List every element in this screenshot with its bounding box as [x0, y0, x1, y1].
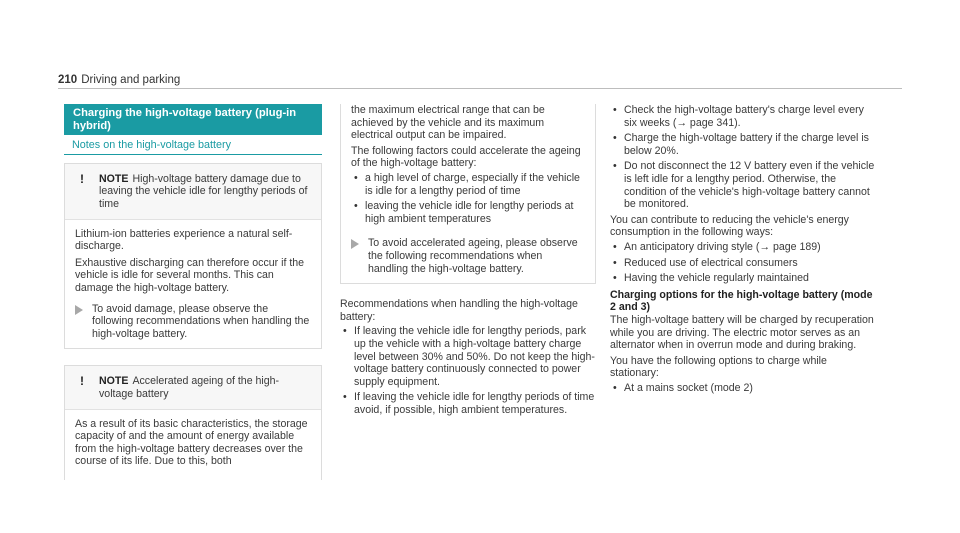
paragraph: the maximum electrical range that can be achieved by the vehicle and its maximum electrical output can be impaired.	[351, 104, 545, 142]
tip-text: To avoid accelerated ageing, please observe the following recommendations when handling the high-voltage battery.	[368, 237, 578, 275]
column-2	[340, 104, 596, 419]
warning-icon: !	[80, 374, 84, 389]
note-title-text: Accelerated ageing of the high-voltage battery	[99, 375, 280, 400]
note-paragraph: Lithium-ion batteries experience a natural self-discharge.	[75, 227, 293, 253]
list-item: • Do not disconnect the 12 V battery even if the vehicle is left idle for a lengthy period. Otherwise, the condition of the vehicle's high-voltage battery cannot be monitored.	[610, 160, 876, 210]
note-title	[65, 164, 321, 220]
paragraph: The following factors could accelerate the ageing of the high-voltage battery:	[351, 144, 581, 170]
arrow-right-icon	[351, 239, 359, 249]
list-item: • Having the vehicle regularly maintained	[610, 272, 876, 285]
charge-bullet-list	[610, 104, 876, 211]
note-box-continued	[340, 104, 596, 284]
paragraph: The high-voltage battery will be charged by recuperation while you are driving. The electric motor serves as an alternator when in overrun mode and during braking.	[610, 313, 874, 352]
options-list	[610, 382, 876, 395]
column-3	[610, 104, 876, 397]
page-header	[58, 74, 180, 87]
note-title	[65, 366, 321, 409]
list-item: • If leaving the vehicle idle for lengthy periods, park up the vehicle with a high-voltage battery charge level between 30% and 50%. Do not keep the high-voltage battery continuously connected to power supply equipment.	[340, 325, 596, 388]
paragraph: Recommendations when handling the high-voltage battery:	[340, 298, 578, 323]
list-item: • Check the high-voltage battery's charge level every six weeks (→ page 341).	[610, 104, 876, 129]
factor-list	[351, 172, 585, 225]
column-1	[64, 104, 322, 480]
note-box-ageing	[64, 365, 322, 480]
note-box-damage	[64, 163, 322, 350]
note-label: NOTE	[99, 172, 129, 185]
tip-text: To avoid damage, please observe the following recommendations when handling the high-voltage battery.	[92, 302, 310, 340]
page-number: 210	[58, 74, 78, 86]
paragraph: You have the following options to charge while stationary:	[610, 354, 827, 380]
note-label: NOTE	[99, 375, 129, 388]
arrow-right-icon	[75, 305, 83, 315]
reduce-list	[610, 241, 876, 285]
recommendation-list	[340, 325, 596, 416]
paragraph: You can contribute to reducing the vehicle's energy consumption in the following ways:	[610, 213, 849, 239]
section-name: Driving and parking	[81, 74, 181, 86]
note-body	[65, 410, 321, 480]
list-item: • Charge the high-voltage battery if the charge level is below 20%.	[610, 132, 876, 157]
note-paragraph: As a result of its basic characteristics, the storage capacity of and the amount of energy available from the high-voltage battery decreases over the course of its life. Due to this, both	[75, 417, 308, 468]
tip	[351, 237, 585, 275]
charging-options-heading: Charging options for the high-voltage battery (mode 2 and 3)	[610, 288, 873, 314]
list-item: • a high level of charge, especially if the vehicle is idle for a lengthy period of time	[351, 172, 585, 197]
list-item: • leaving the vehicle idle for lengthy periods at high ambient temperatures	[351, 200, 585, 225]
list-item: • At a mains socket (mode 2)	[610, 382, 876, 395]
tip	[75, 303, 311, 341]
subsection-title: Notes on the high-voltage battery	[64, 139, 322, 155]
list-item: • An anticipatory driving style (→ page 189)	[610, 241, 876, 254]
section-title: Charging the high-voltage battery (plug-in hybrid)	[64, 104, 322, 135]
list-item: • Reduced use of electrical consumers	[610, 257, 876, 270]
header-divider	[58, 88, 902, 89]
warning-icon: !	[80, 171, 84, 186]
list-item: • If leaving the vehicle idle for lengthy periods of time avoid, if possible, high ambient temperatures.	[340, 391, 596, 416]
note-paragraph: Exhaustive discharging can therefore occur if the vehicle is idle for several months. This can damage the high-voltage battery.	[75, 256, 305, 294]
note-title-text: High-voltage battery damage due to leaving the vehicle idle for lengthy periods of time	[99, 172, 308, 210]
note-body	[65, 220, 321, 349]
